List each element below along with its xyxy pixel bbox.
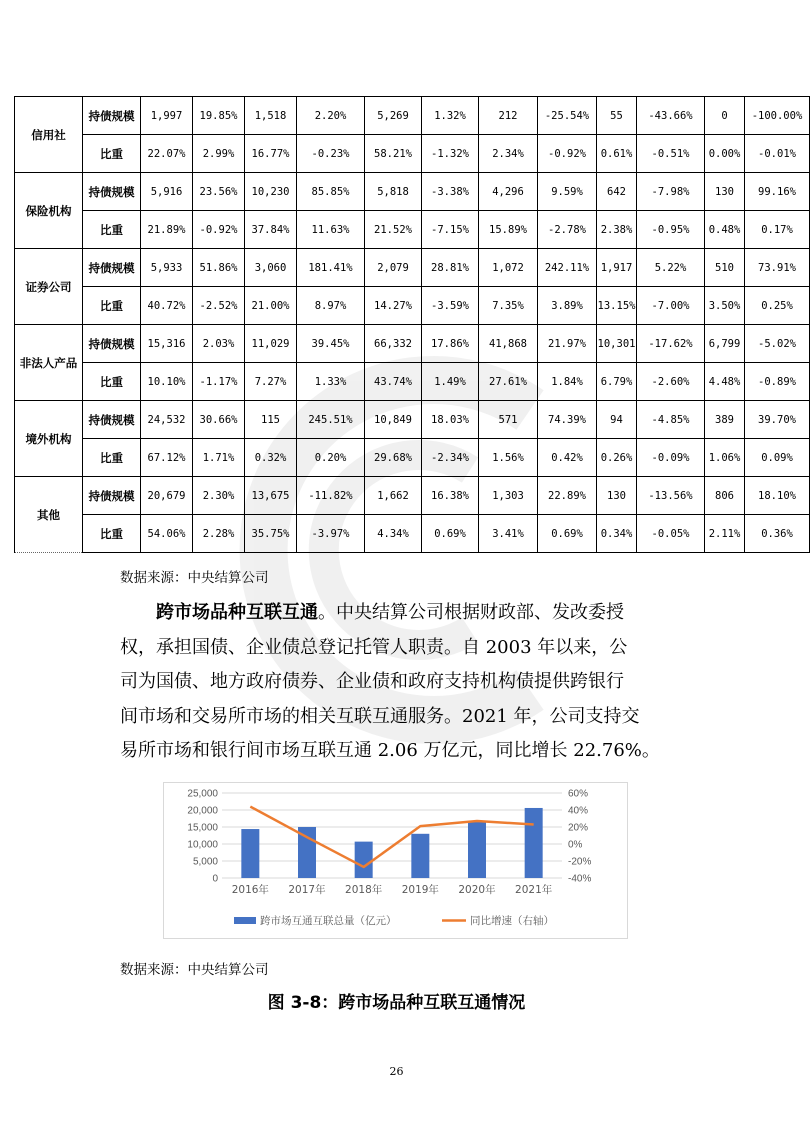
row-label-scale: 持债规模 [83, 325, 141, 363]
table-cell: 23.56% [193, 173, 245, 211]
table-cell: -0.01% [745, 135, 810, 173]
row-label-share: 比重 [83, 211, 141, 249]
table-cell: 14.27% [365, 287, 422, 325]
table-cell: 0.09% [745, 439, 810, 477]
category-cell: 证券公司 [15, 249, 83, 325]
table-cell: 0.26% [597, 439, 637, 477]
table-cell: 39.70% [745, 401, 810, 439]
table-cell: -2.52% [193, 287, 245, 325]
left-axis-tick-label: 15,000 [187, 822, 218, 834]
table-cell: 1.49% [422, 363, 479, 401]
table-cell: 806 [705, 477, 745, 515]
row-label-scale: 持债规模 [83, 401, 141, 439]
table-cell: -3.38% [422, 173, 479, 211]
row-label-share: 比重 [83, 287, 141, 325]
paragraph-lead: 跨市场品种互联互通 [156, 602, 318, 623]
table-cell: -0.51% [637, 135, 705, 173]
table-cell: 0.69% [538, 515, 597, 553]
table-cell: 73.91% [745, 249, 810, 287]
table-cell: 0.00% [705, 135, 745, 173]
table-cell: 115 [245, 401, 297, 439]
figure-caption: 图 3-8：跨市场品种互联互通情况 [267, 993, 526, 1013]
bar [468, 822, 486, 878]
left-axis-tick-label: 10,000 [187, 839, 218, 851]
table-cell: 2.34% [479, 135, 538, 173]
table-cell: 0 [705, 97, 745, 135]
table-cell: -100.00% [745, 97, 810, 135]
table-row [15, 401, 810, 439]
table-cell: 85.85% [297, 173, 365, 211]
table-cell: 242.11% [538, 249, 597, 287]
row-label-scale: 持债规模 [83, 173, 141, 211]
table-row [15, 477, 810, 515]
row-label-scale: 持债规模 [83, 477, 141, 515]
bar [241, 829, 259, 878]
table-row [15, 363, 810, 401]
x-axis-tick-label: 2017年 [288, 884, 326, 896]
left-axis-tick-label: 20,000 [187, 805, 218, 817]
table-cell: 1.84% [538, 363, 597, 401]
table-cell: 19.85% [193, 97, 245, 135]
table-cell: -25.54% [538, 97, 597, 135]
table-cell: 22.07% [141, 135, 193, 173]
table-cell: 2,079 [365, 249, 422, 287]
table-cell: 66,332 [365, 325, 422, 363]
table-cell: 389 [705, 401, 745, 439]
table-cell: 0.61% [597, 135, 637, 173]
category-cell: 非法人产品 [15, 325, 83, 401]
holdings-table [14, 96, 810, 553]
table-cell: 94 [597, 401, 637, 439]
cross-market-chart [163, 782, 628, 939]
table-cell: -4.85% [637, 401, 705, 439]
table-cell: 18.03% [422, 401, 479, 439]
bar [355, 842, 373, 878]
right-axis-tick-label: -20% [568, 856, 592, 868]
paragraph-line-3: 司为国债、地方政府债券、企业债和政府支持机构债提供跨银行 [120, 671, 624, 692]
table-cell: -13.56% [637, 477, 705, 515]
table-cell: 10,230 [245, 173, 297, 211]
table-cell: 7.27% [245, 363, 297, 401]
table-cell: -0.09% [637, 439, 705, 477]
table-cell: 21.89% [141, 211, 193, 249]
table-cell: 2.11% [705, 515, 745, 553]
table-cell: 1,997 [141, 97, 193, 135]
paragraph-line-4: 间市场和交易所市场的相关互联互通服务。2021 年，公司支持交 [120, 705, 640, 727]
table-cell: 29.68% [365, 439, 422, 477]
table-cell: 3.89% [538, 287, 597, 325]
category-cell: 信用社 [15, 97, 83, 173]
table-cell: 20,679 [141, 477, 193, 515]
bar [525, 808, 543, 878]
table-cell: 0.36% [745, 515, 810, 553]
category-cell: 其他 [15, 477, 83, 553]
table-cell: 74.39% [538, 401, 597, 439]
table-cell: 9.59% [538, 173, 597, 211]
table-cell: -0.89% [745, 363, 810, 401]
table-cell: 1.33% [297, 363, 365, 401]
table-cell: 1,917 [597, 249, 637, 287]
table-cell: 0.32% [245, 439, 297, 477]
table-cell: 30.66% [193, 401, 245, 439]
body-paragraph [120, 596, 680, 769]
table-cell: 22.89% [538, 477, 597, 515]
table-cell: -7.98% [637, 173, 705, 211]
row-label-scale: 持债规模 [83, 249, 141, 287]
table-cell: -17.62% [637, 325, 705, 363]
table-cell: 6.79% [597, 363, 637, 401]
table-cell: 0.69% [422, 515, 479, 553]
table-cell: -1.32% [422, 135, 479, 173]
x-axis-tick-label: 2021年 [515, 884, 553, 896]
left-axis-tick-label: 5,000 [192, 856, 218, 868]
table-cell: 37.84% [245, 211, 297, 249]
table-cell: 1,518 [245, 97, 297, 135]
table-cell: 571 [479, 401, 538, 439]
x-axis-tick-label: 2020年 [458, 884, 496, 896]
table-row [15, 97, 810, 135]
table-cell: 6,799 [705, 325, 745, 363]
row-label-share: 比重 [83, 515, 141, 553]
row-label-scale: 持债规模 [83, 97, 141, 135]
table-cell: 1.32% [422, 97, 479, 135]
table-cell: 212 [479, 97, 538, 135]
right-axis-tick-label: -40% [568, 873, 592, 885]
table-cell: 2.38% [597, 211, 637, 249]
table-cell: 1,662 [365, 477, 422, 515]
table-row [15, 211, 810, 249]
table-cell: 3.41% [479, 515, 538, 553]
table-cell: 16.77% [245, 135, 297, 173]
table-cell: 51.86% [193, 249, 245, 287]
left-axis-tick-label: 0 [212, 873, 218, 885]
table-cell: 1.06% [705, 439, 745, 477]
table-cell: 13,675 [245, 477, 297, 515]
table-cell: 1,303 [479, 477, 538, 515]
row-label-share: 比重 [83, 439, 141, 477]
table-cell: -3.97% [297, 515, 365, 553]
legend-swatch-bars [234, 917, 256, 924]
row-label-share: 比重 [83, 363, 141, 401]
table-cell: 1,072 [479, 249, 538, 287]
table-cell: -2.78% [538, 211, 597, 249]
table-cell: 1.56% [479, 439, 538, 477]
table-cell: 7.35% [479, 287, 538, 325]
table-row [15, 173, 810, 211]
table-cell: 18.10% [745, 477, 810, 515]
table-cell: 39.45% [297, 325, 365, 363]
table-cell: 67.12% [141, 439, 193, 477]
table-cell: 28.81% [422, 249, 479, 287]
table-cell: 5,933 [141, 249, 193, 287]
table-row [15, 515, 810, 553]
table-cell: -2.60% [637, 363, 705, 401]
table-cell: 41,868 [479, 325, 538, 363]
table-cell: 5,818 [365, 173, 422, 211]
table-cell: 58.21% [365, 135, 422, 173]
legend-label-line: 同比增速（右轴） [470, 915, 554, 927]
growth-line [250, 807, 533, 867]
table-cell: -7.15% [422, 211, 479, 249]
table-cell: 4.34% [365, 515, 422, 553]
table-cell: 35.75% [245, 515, 297, 553]
table-cell: 0.48% [705, 211, 745, 249]
table-cell: 10.10% [141, 363, 193, 401]
table-cell: 24,532 [141, 401, 193, 439]
table-cell: -0.23% [297, 135, 365, 173]
page-number: 26 [389, 1065, 404, 1078]
table-cell: 5.22% [637, 249, 705, 287]
table-cell: 13.15% [597, 287, 637, 325]
table-cell: 27.61% [479, 363, 538, 401]
table-cell: 21.97% [538, 325, 597, 363]
table-row [15, 287, 810, 325]
table-cell: -11.82% [297, 477, 365, 515]
table-cell: 10,301 [597, 325, 637, 363]
table-cell: 0.17% [745, 211, 810, 249]
table-cell: 2.03% [193, 325, 245, 363]
table-row [15, 439, 810, 477]
table-cell: 2.20% [297, 97, 365, 135]
table-cell: 130 [597, 477, 637, 515]
table-cell: 1.71% [193, 439, 245, 477]
table-cell: -43.66% [637, 97, 705, 135]
table-cell: -0.92% [538, 135, 597, 173]
table-cell: 10,849 [365, 401, 422, 439]
bar [411, 834, 429, 878]
paragraph-line-1: 。中央结算公司根据财政部、发改委授 [318, 602, 624, 623]
right-axis-tick-label: 20% [568, 822, 589, 834]
row-label-share: 比重 [83, 135, 141, 173]
table-source-note: 数据来源：中央结算公司 [120, 570, 269, 586]
right-axis-tick-label: 40% [568, 805, 589, 817]
table-cell: -2.34% [422, 439, 479, 477]
table-cell: 55 [597, 97, 637, 135]
table-row [15, 325, 810, 363]
table-cell: 0.34% [597, 515, 637, 553]
table-cell: 4,296 [479, 173, 538, 211]
table-cell: 11.63% [297, 211, 365, 249]
table-cell: 5,916 [141, 173, 193, 211]
table-cell: 3,060 [245, 249, 297, 287]
table-cell: 99.16% [745, 173, 810, 211]
table-row [15, 249, 810, 287]
table-cell: 245.51% [297, 401, 365, 439]
table-cell: 642 [597, 173, 637, 211]
table-cell: 510 [705, 249, 745, 287]
table-cell: 3.50% [705, 287, 745, 325]
left-axis-tick-label: 25,000 [187, 788, 218, 800]
table-cell: 17.86% [422, 325, 479, 363]
chart-source-note: 数据来源：中央结算公司 [120, 962, 269, 978]
table-cell: 16.38% [422, 477, 479, 515]
legend-label-bars: 跨市场互通互联总量（亿元） [260, 915, 397, 927]
table-cell: 8.97% [297, 287, 365, 325]
table-cell: -0.92% [193, 211, 245, 249]
table-cell: 15.89% [479, 211, 538, 249]
table-cell: 0.20% [297, 439, 365, 477]
table-cell: -7.00% [637, 287, 705, 325]
table-cell: 15,316 [141, 325, 193, 363]
table-cell: -0.05% [637, 515, 705, 553]
table-cell: -1.17% [193, 363, 245, 401]
table-cell: 181.41% [297, 249, 365, 287]
table-cell: 0.25% [745, 287, 810, 325]
table-cell: 21.52% [365, 211, 422, 249]
table-cell: 2.99% [193, 135, 245, 173]
chart-svg [164, 783, 627, 938]
table-cell: -0.95% [637, 211, 705, 249]
category-cell: 保险机构 [15, 173, 83, 249]
table-cell: 54.06% [141, 515, 193, 553]
table-row [15, 135, 810, 173]
table-cell: 5,269 [365, 97, 422, 135]
table-cell: 0.42% [538, 439, 597, 477]
paragraph-line-5: 易所市场和银行间市场互联互通 2.06 万亿元，同比增长 22.76%。 [120, 740, 660, 761]
table-cell: 11,029 [245, 325, 297, 363]
table-cell: -3.59% [422, 287, 479, 325]
right-axis-tick-label: 60% [568, 788, 589, 800]
table-cell: 2.30% [193, 477, 245, 515]
x-axis-tick-label: 2018年 [345, 884, 383, 896]
table-cell: 2.28% [193, 515, 245, 553]
x-axis-tick-label: 2019年 [401, 884, 439, 896]
table-cell: 4.48% [705, 363, 745, 401]
category-cell: 境外机构 [15, 401, 83, 477]
right-axis-tick-label: 0% [568, 839, 583, 851]
table-cell: 43.74% [365, 363, 422, 401]
table-cell: 40.72% [141, 287, 193, 325]
table-cell: 130 [705, 173, 745, 211]
x-axis-tick-label: 2016年 [231, 884, 269, 896]
table-cell: 21.00% [245, 287, 297, 325]
table-cell: -5.02% [745, 325, 810, 363]
paragraph-line-2: 权，承担国债、企业债总登记托管人职责。自 2003 年以来，公 [120, 636, 628, 658]
